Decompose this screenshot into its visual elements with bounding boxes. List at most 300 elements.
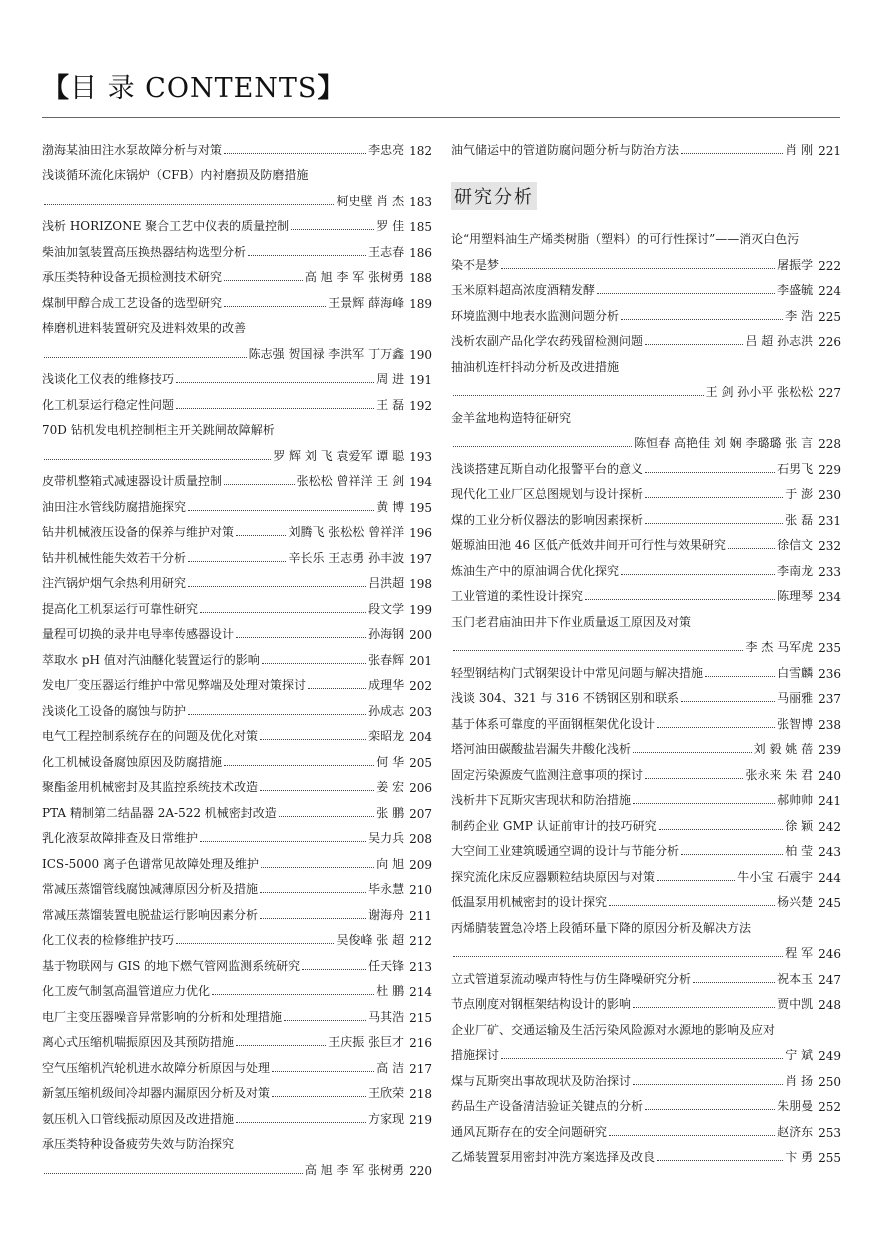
toc-entry-line [42, 260, 432, 286]
toc-entry-title: 制药企业 GMP 认证前审计的技巧研究 [451, 818, 657, 833]
toc-entry-author: 姜 宏 [376, 780, 405, 794]
toc-entry-line [42, 540, 432, 566]
toc-entry-page: 213 [409, 959, 432, 974]
dot-leader [200, 841, 366, 842]
dot-leader [224, 765, 374, 766]
toc-entry-line [42, 846, 432, 872]
toc-entry-page: 201 [409, 653, 432, 668]
toc-entry-line [42, 158, 432, 184]
toc-entry-title: 抽油机连杆抖动分析及改进措施 [451, 359, 620, 374]
dot-leader [279, 816, 374, 817]
toc-entry-author: 张智博 [777, 716, 814, 731]
dot-leader [645, 472, 775, 473]
dot-leader [621, 319, 783, 320]
dot-leader [272, 1071, 374, 1072]
toc-entry[interactable] [451, 910, 841, 961]
toc-entry-author: 刘腾飞 张松松 曾祥洋 [288, 525, 405, 539]
toc-entry-page: 209 [409, 857, 432, 872]
toc-entry-title: 量程可切换的录井电导率传感器设计 [42, 627, 235, 641]
toc-entry-line [42, 1152, 432, 1178]
toc-entry-title: 通风瓦斯存在的安全问题研究 [451, 1124, 608, 1139]
toc-entry-author: 郝帅帅 [777, 793, 814, 807]
dot-leader [212, 994, 374, 995]
toc-entry-line [451, 655, 841, 681]
toc-entry-line [451, 936, 841, 962]
dot-leader [501, 268, 775, 269]
toc-entry-line [42, 464, 432, 490]
toc-entry-line [451, 400, 841, 426]
toc-entry-title: 染不是梦 [451, 257, 500, 272]
toc-entry[interactable] [42, 132, 432, 158]
toc-entry-line [451, 502, 841, 528]
dot-leader [224, 306, 326, 307]
toc-entry[interactable] [451, 1114, 841, 1140]
toc-entry-title: 浅谈循环流化床锅炉（CFB）内衬磨损及防磨措施 [42, 168, 309, 182]
toc-entry-line [42, 693, 432, 719]
toc-entry[interactable] [451, 222, 841, 273]
toc-entry-author: 程 军 [785, 946, 814, 960]
toc-entry-title: 注汽锅炉烟气余热利用研究 [42, 576, 187, 590]
toc-entry-page: 188 [409, 271, 432, 285]
toc-entry-line [451, 451, 841, 477]
toc-entry-page: 252 [818, 1100, 841, 1114]
dot-leader [188, 586, 366, 587]
toc-entry-page: 193 [409, 449, 432, 464]
dot-leader [659, 829, 784, 830]
toc-left-list [42, 132, 432, 1178]
toc-entry-page: 210 [409, 883, 432, 897]
toc-entry-page: 211 [409, 908, 432, 923]
dot-leader [44, 459, 271, 460]
dot-leader [188, 561, 286, 562]
toc-entry[interactable] [451, 298, 841, 324]
toc-entry-page: 231 [818, 513, 841, 528]
page-header [42, 70, 345, 108]
toc-entry-page: 253 [818, 1125, 841, 1140]
toc-entry-author: 王景辉 薛海峰 [328, 295, 405, 310]
toc-entry-line [42, 387, 432, 413]
toc-entry-author: 朱朋曼 [777, 1099, 814, 1113]
toc-entry-author: 宁 斌 [785, 1048, 814, 1062]
toc-entry-author: 罗 佳 [376, 219, 405, 233]
dot-leader [609, 1135, 775, 1136]
dot-leader [236, 637, 366, 638]
toc-entry-title: 化工机泵运行稳定性问题 [42, 397, 175, 412]
dot-leader [176, 382, 374, 383]
toc-entry[interactable] [451, 783, 841, 809]
toc-entry-page: 192 [409, 398, 432, 413]
toc-entry-title: 化工仪表的检修维护技巧 [42, 933, 175, 947]
toc-entry-title: 节点刚度对钢框架结构设计的影响 [451, 997, 632, 1011]
toc-entry-title: 离心式压缩机喘振原因及其预防措施 [42, 1035, 235, 1049]
toc-entry[interactable] [42, 387, 432, 413]
toc-entry-page: 255 [818, 1151, 841, 1165]
dot-leader [645, 344, 743, 345]
dot-leader [453, 956, 783, 957]
dot-leader [453, 395, 704, 396]
toc-entry-page: 205 [409, 755, 432, 770]
toc-entry[interactable] [451, 349, 841, 400]
section-heading-research: 研究分析 [451, 182, 537, 210]
toc-entry-title: 固定污染源废气监测注意事项的探讨 [451, 767, 644, 782]
toc-entry[interactable] [42, 821, 432, 847]
dot-leader [236, 1045, 326, 1046]
dot-leader [260, 892, 366, 893]
toc-entry[interactable] [451, 604, 841, 655]
toc-entry[interactable] [451, 987, 841, 1013]
toc-entry-line [42, 744, 432, 770]
toc-entry-page: 241 [818, 794, 841, 808]
toc-entry-title: 探究流化床反应器颗粒结块原因与对策 [451, 869, 656, 884]
toc-entry-author: 李 杰 马军虎 [745, 640, 814, 654]
toc-entry-page: 234 [818, 590, 841, 604]
toc-entry[interactable] [451, 808, 841, 834]
toc-entry[interactable] [42, 948, 432, 974]
toc-entry-line [42, 234, 432, 260]
toc-entry[interactable] [42, 872, 432, 898]
toc-entry-line [451, 1114, 841, 1140]
toc-entry-author: 杨兴楚 [777, 895, 814, 909]
header-title: 目 录 CONTENTS [70, 73, 318, 104]
toc-entry-line [451, 1089, 841, 1115]
dot-leader [681, 854, 783, 855]
toc-entry-title: 70D 钻机发电机控制柜主开关跳闸故障解析 [42, 423, 275, 437]
toc-entry-title: 电气工程控制系统存在的问题及优化对策 [42, 729, 259, 743]
toc-entry[interactable] [42, 489, 432, 515]
toc-entry-title: 乳化液泵故障排查及日常维护 [42, 831, 199, 845]
toc-entry-page: 237 [818, 692, 841, 706]
toc-entry-page: 212 [409, 934, 432, 948]
toc-entry-page: 206 [409, 781, 432, 795]
toc-entry-author: 柏 莹 [785, 844, 814, 858]
toc-entry[interactable] [42, 362, 432, 388]
toc-entry-page: 190 [409, 347, 432, 362]
toc-entry[interactable] [451, 1140, 841, 1166]
toc-entry-author: 马其浩 [368, 1009, 405, 1024]
toc-entry-line [451, 630, 841, 656]
dot-leader [176, 408, 374, 409]
dot-leader [248, 255, 366, 256]
toc-entry-line [42, 668, 432, 694]
toc-entry-line [451, 732, 841, 758]
toc-entry-page: 228 [818, 437, 841, 451]
dot-leader [302, 969, 366, 970]
toc-entry-author: 肖 扬 [785, 1073, 814, 1088]
toc-entry-title: 浅谈化工仪表的维修技巧 [42, 372, 175, 386]
toc-entry[interactable] [451, 528, 841, 554]
toc-entry[interactable] [451, 961, 841, 987]
toc-entry[interactable] [451, 1089, 841, 1115]
toc-entry[interactable] [42, 591, 432, 617]
dot-leader [262, 663, 366, 664]
toc-entry-title: 环境监测中地表水监测问题分析 [451, 308, 620, 323]
toc-entry-line [451, 885, 841, 911]
toc-entry[interactable] [451, 273, 841, 299]
toc-entry[interactable] [42, 158, 432, 209]
dot-leader [224, 280, 303, 281]
toc-entry-page: 220 [409, 1163, 432, 1178]
toc-entry-line [451, 1038, 841, 1064]
toc-entry[interactable] [451, 1063, 841, 1089]
dot-leader [657, 727, 775, 728]
toc-entry-author: 白雪麟 [777, 665, 814, 680]
toc-entry-page: 204 [409, 730, 432, 744]
toc-entry-page: 227 [818, 386, 841, 400]
toc-entry[interactable] [451, 706, 841, 732]
toc-entry-title: 丙烯腈装置急冷塔上段循环量下降的原因分析及解决方法 [451, 920, 752, 935]
toc-entry-author: 肖 刚 [785, 142, 814, 157]
toc-entry[interactable] [42, 795, 432, 821]
toc-entry[interactable] [42, 540, 432, 566]
dot-leader [200, 612, 366, 613]
toc-entry-line [451, 426, 841, 452]
dot-leader [453, 446, 632, 447]
toc-entry[interactable] [451, 834, 841, 860]
toc-entry-title: 钻井机械性能失效若干分析 [42, 550, 187, 565]
toc-entry-author: 柯史壁 肖 杰 [336, 193, 405, 208]
toc-entry-page: 215 [409, 1010, 432, 1025]
toc-entry[interactable] [451, 553, 841, 579]
toc-entry-line [451, 1140, 841, 1166]
toc-entry-line [451, 298, 841, 324]
toc-entry-title: 基于体系可靠度的平面钢框架优化设计 [451, 716, 656, 731]
toc-entry[interactable] [42, 566, 432, 592]
toc-entry-author: 牛小宝 石震宇 [737, 869, 814, 884]
toc-entry-author: 方家现 [368, 1111, 405, 1126]
toc-entry-author: 杜 鹏 [376, 984, 405, 998]
toc-entry-line [42, 591, 432, 617]
toc-entry[interactable] [451, 132, 841, 158]
toc-entry[interactable] [451, 732, 841, 758]
toc-entry-title: 立式管道泵流动噪声特性与仿生降噪研究分析 [451, 971, 692, 986]
toc-entry[interactable] [451, 885, 841, 911]
toc-entry-page: 218 [409, 1087, 432, 1101]
toc-entry-title: 低温泵用机械密封的设计探究 [451, 895, 608, 909]
header-close-bracket: 】 [317, 73, 346, 104]
toc-entry-page: 242 [818, 819, 841, 834]
toc-entry-author: 吕洪超 [368, 576, 405, 590]
toc-entry-line [451, 477, 841, 503]
dot-leader [633, 803, 775, 804]
dot-leader [453, 650, 743, 651]
toc-entry-line [42, 183, 432, 209]
toc-entry-author: 高 旭 李 军 张树勇 [304, 270, 405, 284]
toc-entry-page: 217 [409, 1061, 432, 1076]
toc-entry-page: 222 [818, 258, 841, 273]
dot-leader [224, 153, 366, 154]
toc-entry-author: 刘 毅 姚 蓓 [753, 742, 814, 756]
toc-entry-author: 祝本玉 [777, 971, 814, 986]
toc-entry[interactable] [42, 1127, 432, 1178]
toc-right-list [451, 222, 841, 1166]
toc-entry-title: 钻井机械液压设备的保养与维护对策 [42, 525, 235, 539]
toc-entry-page: 235 [818, 641, 841, 655]
toc-entry[interactable] [42, 974, 432, 1000]
toc-entry-author: 陈志强 贺国禄 李洪军 丁万鑫 [248, 346, 405, 361]
toc-entry[interactable] [451, 451, 841, 477]
dot-leader [176, 943, 334, 944]
toc-entry-author: 王 磊 [376, 397, 405, 412]
toc-entry-line [451, 324, 841, 350]
toc-entry-title: 棒磨机进料装置研究及进料效果的改善 [42, 321, 247, 335]
toc-entry-line [451, 757, 841, 783]
toc-entry[interactable] [42, 1076, 432, 1102]
toc-entry[interactable] [42, 285, 432, 311]
toc-entry-title: 炼油生产中的原油调合优化探究 [451, 563, 620, 578]
toc-entry[interactable] [42, 209, 432, 235]
toc-entry[interactable] [451, 681, 841, 707]
dot-leader [272, 1096, 366, 1097]
toc-entry-line [42, 1050, 432, 1076]
toc-entry[interactable] [451, 400, 841, 451]
dot-leader [260, 918, 366, 919]
toc-entry[interactable] [42, 311, 432, 362]
toc-entry-line [451, 579, 841, 605]
toc-entry-line [42, 362, 432, 388]
toc-entry-line [451, 681, 841, 707]
toc-entry-title: 油气储运中的管道防腐问题分析与防治方法 [451, 142, 680, 157]
toc-entry[interactable] [42, 1025, 432, 1051]
toc-entry-author: 张永来 朱 君 [745, 767, 814, 782]
toc-entry-page: 200 [409, 628, 432, 642]
toc-right-top-list [451, 132, 841, 158]
toc-entry[interactable] [42, 642, 432, 668]
toc-entry-title: 提高化工机泵运行可靠性研究 [42, 601, 199, 616]
toc-entry-title: 浅谈搭建瓦斯自动化报警平台的意义 [451, 461, 644, 476]
toc-entry-title: 基于物联网与 GIS 的地下燃气管网监测系统研究 [42, 958, 301, 973]
toc-entry-line [42, 1127, 432, 1153]
toc-entry[interactable] [451, 655, 841, 681]
toc-entry-author: 辛长乐 王志勇 孙丰波 [288, 550, 405, 565]
header-divider [42, 117, 840, 118]
toc-entry-author: 徐信文 [777, 538, 814, 552]
toc-entry-author: 高 旭 李 军 张树勇 [304, 1162, 405, 1177]
toc-entry-line [42, 209, 432, 235]
toc-entry-page: 226 [818, 335, 841, 349]
toc-entry-page: 186 [409, 245, 432, 260]
toc-entry-title: 常减压蒸馏管线腐蚀减薄原因分析及措施 [42, 882, 259, 896]
toc-entry-author: 赵济东 [777, 1124, 814, 1139]
dot-leader [236, 535, 286, 536]
toc-entry[interactable] [42, 719, 432, 745]
toc-entry-line [42, 489, 432, 515]
toc-entry[interactable] [42, 999, 432, 1025]
toc-entry-line [42, 795, 432, 821]
toc-entry[interactable] [42, 846, 432, 872]
toc-entry-author: 李忠亮 [368, 142, 405, 157]
toc-entry[interactable] [451, 579, 841, 605]
toc-entry-title: 渤海某油田注水泵故障分析与对策 [42, 142, 223, 157]
toc-entry-author: 王欣荣 [368, 1086, 405, 1100]
toc-entry-line [42, 515, 432, 541]
toc-entry-page: 203 [409, 704, 432, 719]
toc-entry-line [451, 604, 841, 630]
toc-entry[interactable] [42, 1101, 432, 1127]
toc-entry[interactable] [451, 502, 841, 528]
toc-entry-author: 王志春 [368, 244, 405, 259]
toc-entry[interactable] [42, 260, 432, 286]
dot-leader [261, 867, 374, 868]
toc-entry-page: 207 [409, 806, 432, 821]
toc-entry[interactable] [451, 477, 841, 503]
toc-entry-title: 姬塬油田池 46 区低产低效井间开可行性与效果研究 [451, 538, 726, 552]
toc-entry-page: 182 [409, 143, 432, 158]
toc-entry-page: 198 [409, 577, 432, 591]
toc-entry[interactable] [42, 617, 432, 643]
toc-entry[interactable] [42, 668, 432, 694]
toc-entry-page: 214 [409, 985, 432, 999]
toc-entry-author: 张 磊 [785, 512, 814, 527]
toc-entry-author: 成理华 [368, 678, 405, 692]
toc-entry-author: 陈理琴 [777, 589, 814, 603]
toc-entry-line [42, 311, 432, 337]
toc-entry-title: 化工机械设备腐蚀原因及防腐措施 [42, 754, 223, 769]
toc-entry-line [451, 273, 841, 299]
toc-entry-author: 孙成志 [368, 703, 405, 718]
toc-entry[interactable] [42, 413, 432, 464]
toc-entry[interactable] [42, 693, 432, 719]
toc-entry[interactable] [42, 897, 432, 923]
toc-entry-page: 230 [818, 488, 841, 502]
toc-entry-author: 李盛毓 [777, 283, 814, 297]
toc-entry-title: 煤与瓦斯突出事故现状及防治探讨 [451, 1073, 632, 1088]
toc-entry-page: 238 [818, 717, 841, 732]
toc-entry-line [42, 719, 432, 745]
toc-entry-line [451, 961, 841, 987]
toc-entry[interactable] [451, 859, 841, 885]
toc-entry[interactable] [451, 324, 841, 350]
toc-entry[interactable] [42, 464, 432, 490]
toc-entry-page: 248 [818, 998, 841, 1012]
toc-entry[interactable] [451, 1012, 841, 1063]
toc-entry[interactable] [42, 515, 432, 541]
toc-entry-page: 245 [818, 896, 841, 910]
toc-entry-author: 毕永慧 [368, 882, 405, 896]
toc-entry-title: 电厂主变压器噪音异常影响的分析和处理措施 [42, 1009, 283, 1024]
dot-leader [501, 1058, 783, 1059]
toc-entry[interactable] [42, 923, 432, 949]
toc-entry[interactable] [42, 1050, 432, 1076]
toc-entry-line [42, 438, 432, 464]
toc-entry-title: 氨压机入口管线振动原因及改进措施 [42, 1111, 235, 1126]
dot-leader [609, 905, 775, 906]
toc-entry-page: 246 [818, 947, 841, 961]
dot-leader [585, 599, 775, 600]
toc-entry[interactable] [451, 757, 841, 783]
toc-entry-line [42, 872, 432, 898]
toc-entry-page: 197 [409, 551, 432, 566]
toc-left-column [42, 132, 432, 1178]
toc-entry-line [42, 1025, 432, 1051]
toc-entry-page: 225 [818, 309, 841, 324]
dot-leader [44, 1173, 303, 1174]
toc-entry-title: 现代化工业厂区总图规划与设计探析 [451, 487, 644, 501]
toc-entry-title: 煤的工业分析仪器法的影响因素探析 [451, 512, 644, 527]
toc-entry-title: 措施探讨 [451, 1048, 500, 1062]
toc-entry-page: 183 [409, 194, 432, 209]
toc-entry[interactable] [42, 234, 432, 260]
dot-leader [284, 1020, 366, 1021]
toc-entry-page: 199 [409, 602, 432, 617]
dot-leader [236, 1122, 366, 1123]
toc-entry-title: 玉米原料超高浓度酒精发酵 [451, 283, 596, 297]
toc-entry-page: 250 [818, 1074, 841, 1089]
toc-entry-title: 浅谈 304、321 与 316 不锈钢区别和联系 [451, 691, 679, 705]
toc-entry[interactable] [42, 770, 432, 796]
toc-entry[interactable] [42, 744, 432, 770]
toc-entry-page: 195 [409, 500, 432, 515]
toc-entry-title: 浅析井下瓦斯灾害现状和防治措施 [451, 793, 632, 807]
